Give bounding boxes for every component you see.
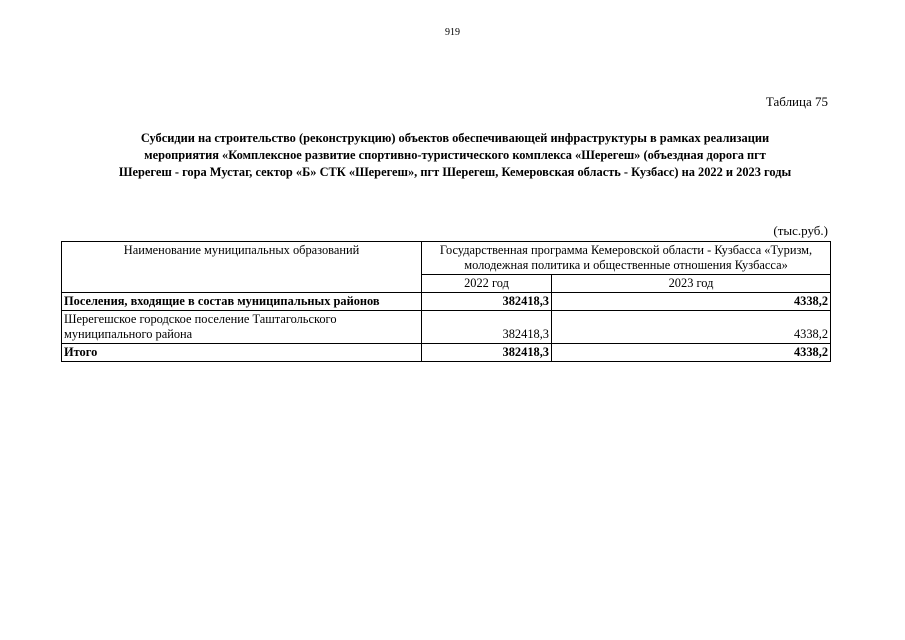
table-row	[62, 311, 831, 344]
row-value-2023: 4338,2	[552, 293, 831, 311]
row-value-2022: 382418,3	[422, 344, 552, 362]
units-label: (тыс.руб.)	[773, 223, 828, 238]
row-name: Итого	[62, 344, 422, 362]
table-row	[62, 293, 831, 311]
page-number: 919	[445, 27, 460, 38]
table-row-total	[62, 344, 831, 362]
row-value-2023: 4338,2	[552, 311, 831, 344]
subsidies-table	[61, 241, 831, 362]
document-title	[40, 130, 870, 181]
title-line: Шерегеш - гора Мустаг, сектор «Б» СТК «Шерегеш», пгт Шерегеш, Кемеровская область - Кузбасс) на 2022 и 2023 годы	[118, 165, 792, 179]
title-line: мероприятия «Комплексное развитие спортивно-туристического комплекса «Шерегеш» (объездная дорога пгт	[144, 148, 766, 162]
row-name: Поселения, входящие в состав муниципальных районов	[62, 293, 422, 311]
column-header-2023: 2023 год	[552, 275, 831, 293]
table-label: Таблица 75	[765, 94, 828, 109]
column-header-program: Государственная программа Кемеровской области - Кузбасса «Туризм, молодежная политика и общественные отношения Кузбасса»	[422, 242, 831, 275]
row-value-2022: 382418,3	[422, 311, 552, 344]
title-line: Субсидии на строительство (реконструкцию) объектов обеспечивающей инфраструктуры в рамках реализации	[140, 131, 770, 145]
column-header-name: Наименование муниципальных образований	[62, 242, 422, 293]
row-value-2022: 382418,3	[422, 293, 552, 311]
row-value-2023: 4338,2	[552, 344, 831, 362]
column-header-2022: 2022 год	[422, 275, 552, 293]
table-header-row	[62, 242, 831, 275]
row-name: Шерегешское городское поселение Таштагольского муниципального района	[62, 311, 422, 344]
